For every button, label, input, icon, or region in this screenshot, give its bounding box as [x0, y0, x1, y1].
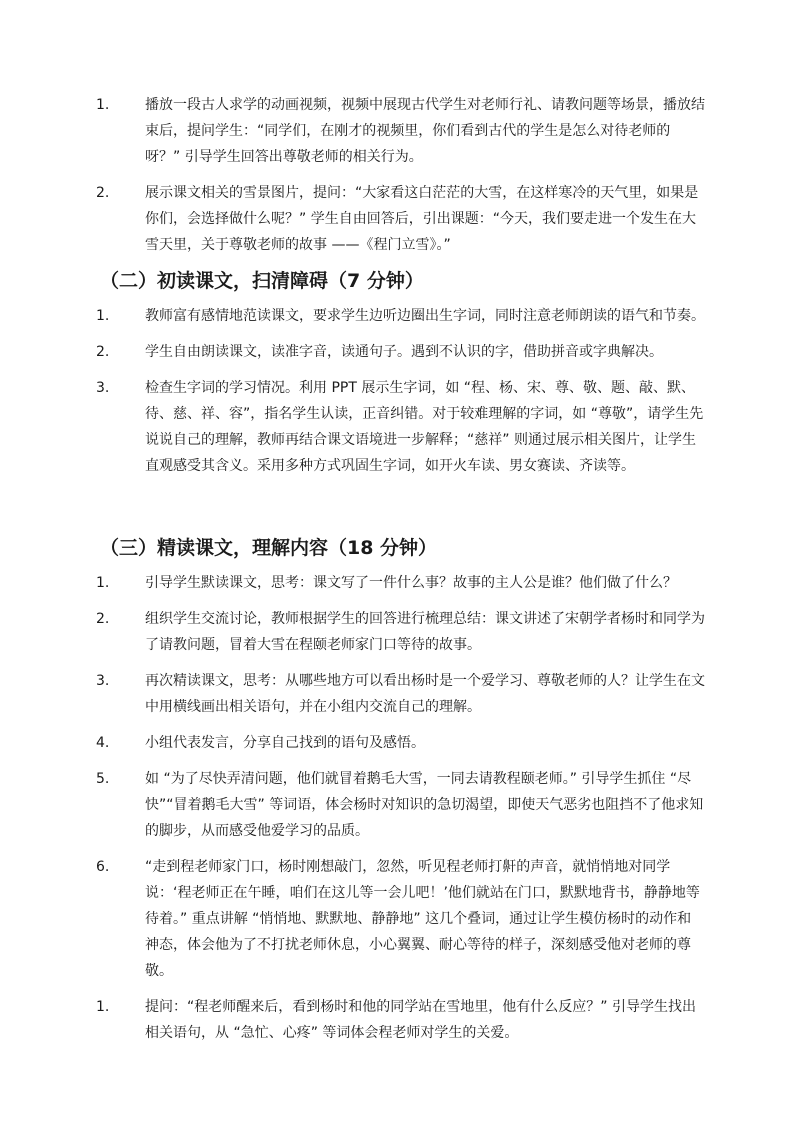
section2-heading: （二）初读课文，扫清障碍（7 分钟）: [100, 270, 424, 292]
section2-list: [0, 303, 794, 489]
item-number: 5.: [96, 771, 110, 787]
item-number: 2.: [96, 185, 110, 201]
item-number: 1.: [96, 97, 110, 113]
section1-list: [0, 92, 794, 268]
list-item: [0, 375, 794, 479]
item-text: 如 “为了尽快弄清问题，他们就冒着鹅毛大雪，一同去请教程颐老师。” 引导学生抓住 “尽快”“冒着鹅毛大雪” 等词语，体会杨时对知识的急切渴望，即使天气恶劣也阻挡不了他求知的脚步，从而感受他爱学习的品质。: [145, 771, 704, 839]
item-number: 1.: [96, 575, 110, 591]
list-item: [0, 854, 794, 984]
list-item: [0, 730, 794, 756]
item-text: 提问：“程老师醒来后，看到杨时和他的同学站在雪地里，他有什么反应？” 引导学生找出相关语句，从 “急忙、心疼” 等词体会程老师对学生的关爱。: [145, 999, 696, 1041]
item-text: 学生自由朗读课文，读准字音，读通句子。遇到不认识的字，借助拼音或字典解决。: [145, 344, 663, 360]
item-number: 1.: [96, 999, 110, 1015]
list-item: [0, 180, 794, 258]
section3-heading: （三）精读课文，理解内容（18 分钟）: [100, 537, 438, 559]
item-text: 再次精读课文，思考：从哪些地方可以看出杨时是一个爱学习、尊敬老师的人？让学生在文中用横线画出相关语句，并在小组内交流自己的理解。: [145, 673, 705, 715]
item-text: 展示课文相关的雪景图片，提问：“大家看这白茫茫的大雪，在这样寒冷的天气里，如果是你们，会选择做什么呢？” 学生自由回答后，引出课题：“今天，我们要走进一个发生在大雪天里，关于尊敬老师的故事 ——《程门立雪》。”: [145, 185, 699, 253]
item-text: 播放一段古人求学的动画视频，视频中展现古代学生对老师行礼、请教问题等场景，播放结束后，提问学生：“同学们，在刚才的视频里，你们看到古代的学生是怎么对待老师的呀？” 引导学生回答出尊敬老师的相关行为。: [145, 97, 705, 165]
list-item: [0, 994, 794, 1046]
list-item: [0, 668, 794, 720]
item-number: 4.: [96, 735, 110, 751]
item-text: 引导学生默读课文，思考：课文写了一件什么事？故事的主人公是谁？他们做了什么？: [145, 575, 677, 591]
item-text: “走到程老师家门口，杨时刚想敲门，忽然，听见程老师打鼾的声音，就悄悄地对同学说：‘程老师正在午睡，咱们在这儿等一会儿吧！’他们就站在门口，默默地背书，静静地等待着。” 重点讲解 “悄悄地、默默地、静静地” 这几个叠词，通过让学生模仿杨时的动作和神态，体会他为了不打扰老师休息，小心翼翼、耐心等待的样子，深刻感受他对老师的尊敬。: [145, 859, 700, 979]
item-text: 教师富有感情地范读课文，要求学生边听边圈出生字词，同时注意老师朗读的语气和节奏。: [145, 308, 705, 324]
list-item: [0, 766, 794, 844]
item-number: 6.: [96, 859, 110, 875]
section3-list: [0, 570, 794, 1056]
item-text: 组织学生交流讨论，教师根据学生的回答进行梳理总结：课文讲述了宋朝学者杨时和同学为了请教问题，冒着大雪在程颐老师家门口等待的故事。: [145, 611, 705, 653]
list-item: [0, 606, 794, 658]
item-text: 检查生字词的学习情况。利用 PPT 展示生字词，如 “程、杨、宋、尊、敬、题、敲、默、待、慈、祥、容”，指名学生认读，正音纠错。对于较难理解的字词，如 “尊敬”，请学生先说说自己的理解，教师再结合课文语境进一步解释；“慈祥” 则通过展示相关图片，让学生直观感受其含义。采用多种方式巩固生字词，如开火车读、男女赛读、齐读等。: [145, 380, 704, 474]
list-item: [0, 92, 794, 170]
item-number: 1.: [96, 308, 110, 324]
item-number: 2.: [96, 344, 110, 360]
item-number: 2.: [96, 611, 110, 627]
item-number: 3.: [96, 673, 110, 689]
list-item: [0, 339, 794, 365]
item-text: 小组代表发言，分享自己找到的语句及感悟。: [145, 735, 425, 751]
item-number: 3.: [96, 380, 110, 396]
list-item: [0, 570, 794, 596]
list-item: [0, 303, 794, 329]
